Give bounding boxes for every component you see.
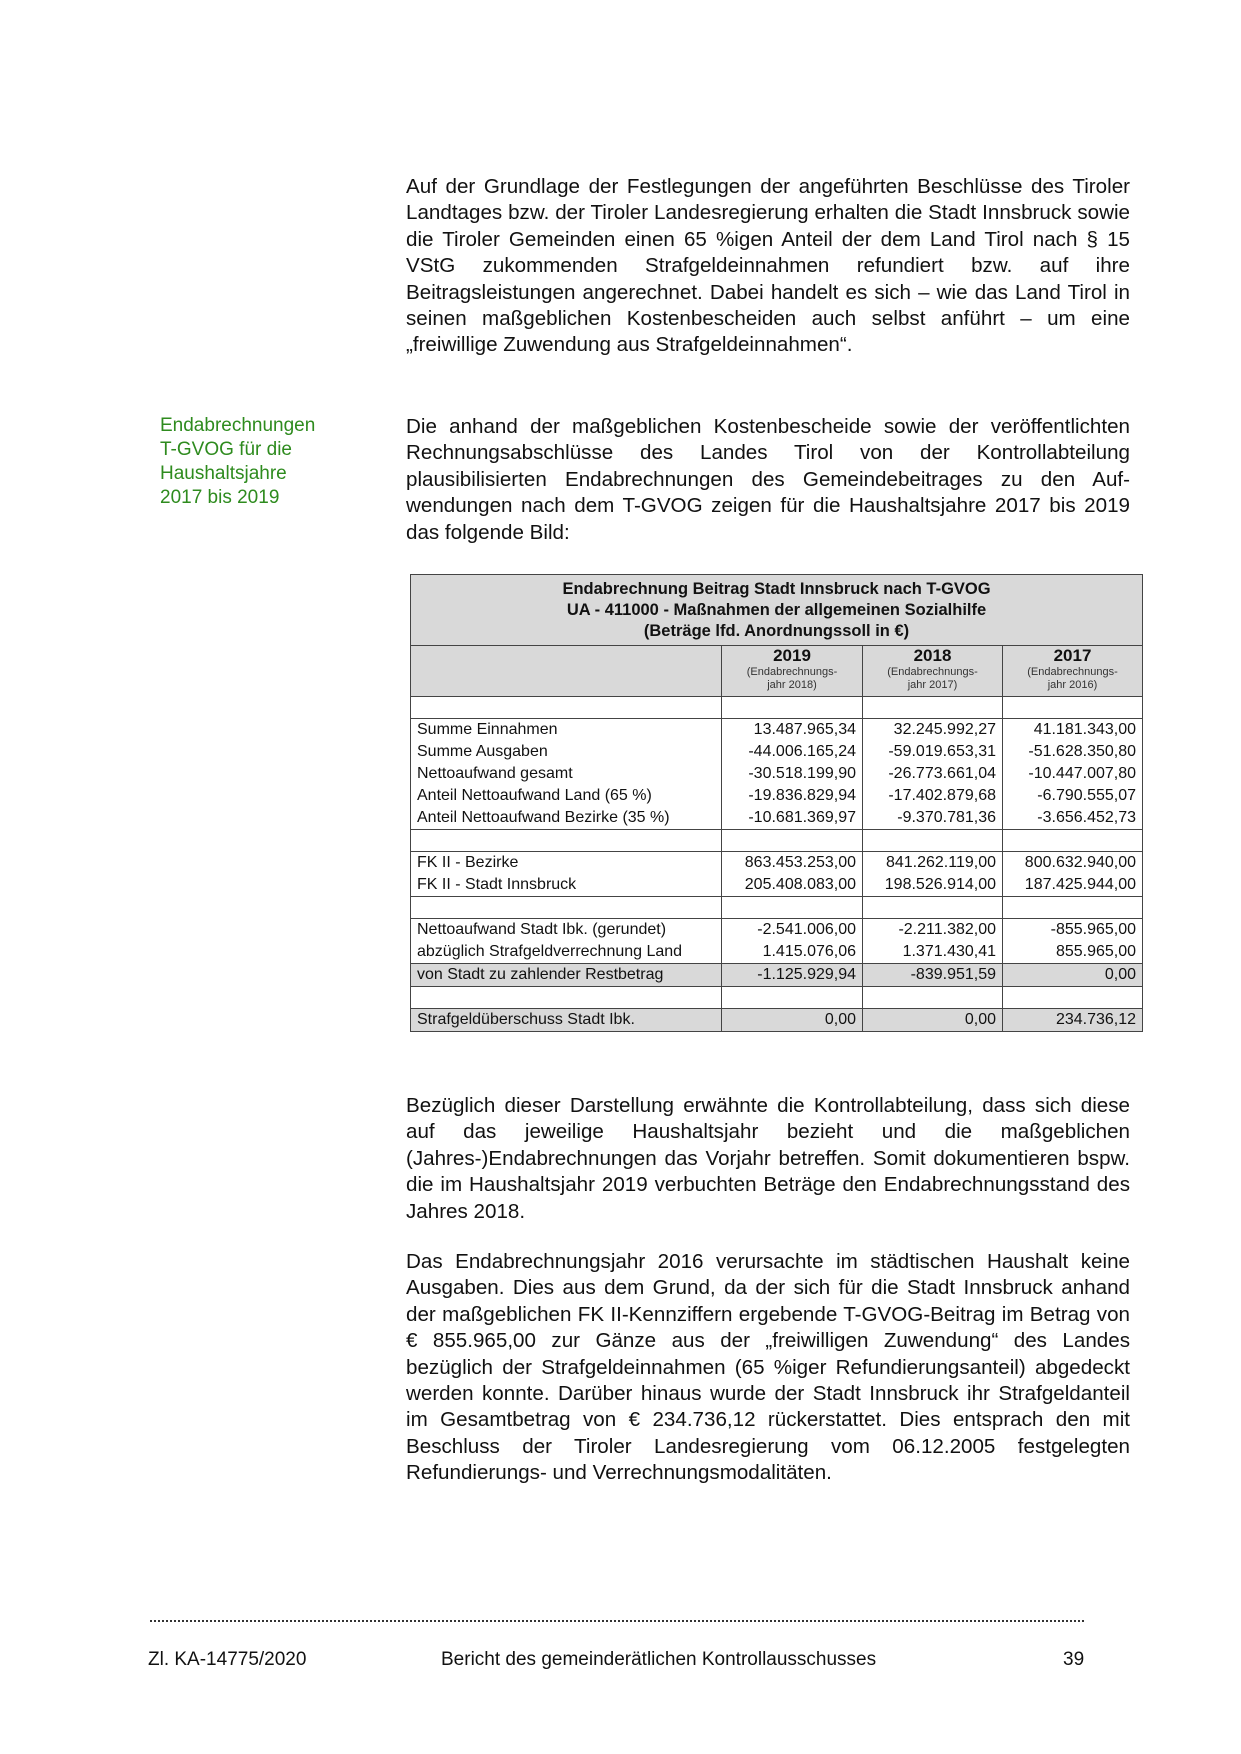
margin-note (160, 414, 360, 510)
cell-value: -1.125.929,94 (722, 964, 863, 987)
table-row (411, 719, 1143, 742)
cell-value: -839.951,59 (863, 964, 1003, 987)
margin-note-line: 2017 bis 2019 (160, 487, 280, 508)
row-label: abzüglich Strafgeldverrechnung Land (411, 941, 722, 964)
table-title-line: UA - 411000 - Maßnahmen der allgemeinen Sozialhilfe (566, 601, 987, 619)
row-label: FK II - Bezirke (411, 852, 722, 875)
cell-value: 198.526.914,00 (863, 874, 1003, 897)
table-row (411, 874, 1143, 897)
cell-value: 32.245.992,27 (863, 719, 1003, 742)
year-label: 2017 (1053, 646, 1092, 665)
cell-value: 841.262.119,00 (863, 852, 1003, 875)
year-sublabel: (Endabrechnungs- jahr 2017) (887, 666, 978, 691)
settlement-table (410, 574, 1143, 1032)
table-header-row (411, 646, 1143, 697)
year-label: 2018 (913, 646, 952, 665)
table-row (411, 852, 1143, 875)
cell-value: 13.487.965,34 (722, 719, 863, 742)
cell-value: 800.632.940,00 (1003, 852, 1143, 875)
cell-value: 41.181.343,00 (1003, 719, 1143, 742)
row-label: Strafgeldüberschuss Stadt Ibk. (411, 1009, 722, 1032)
table-row-surplus (411, 1009, 1143, 1032)
row-label: Anteil Nettoaufwand Bezirke (35 %) (411, 807, 722, 830)
paragraph-2016: Das Endabrechnungsjahr 2016 verursachte im städtischen Haushalt keine Ausgaben. Dies aus dem Grund, da der sich für die Stadt Innsbruck anhand der maßgeblichen FK II-Kennziffern ergebende T-GVOG-Beitrag im Betrag von € 855.965,00 zur Gänze aus der „freiwilligen Zuwendung“ des Landes bezüglich der Strafgeldeinnahmen (65 %iger Refundierungsanteil) abgedeckt werden konnte. Darüber hinaus wurde der Stadt Innsbruck ihr Strafgeldanteil im Gesamtbetrag von € 234.736,12 rückerstattet. Dies entsprach den mit Beschluss der Tiroler Landesregierung vom 06.12.2005 festgelegten Refundierungs- und Verrechnungsmodalitäten. (406, 1250, 1130, 1485)
settlement-table-wrapper (410, 574, 1143, 1032)
cell-value: -19.836.829,94 (722, 785, 863, 807)
cell-value: 863.453.253,00 (722, 852, 863, 875)
cell-value: -44.006.165,24 (722, 741, 863, 763)
year-header (863, 646, 1003, 697)
cell-value: 234.736,12 (1003, 1009, 1143, 1032)
paragraph-explanation: Bezüglich dieser Darstellung erwähnte die Kontrollabteilung, dass sich diese auf das jeweilige Haushaltsjahr bezieht und die maßgeblichen (Jahres-)Endabrechnungen das Vorjahr betreffen. Somit dokumentieren bspw. die im Haushaltsjahr 2019 verbuchten Beträge den Endabrechnungsstand des Jahres 2018. (406, 1094, 1130, 1223)
row-label: von Stadt zu zahlender Restbetrag (411, 964, 722, 987)
spacer-row (411, 897, 1143, 919)
year-sublabel: (Endabrechnungs- jahr 2018) (746, 666, 838, 691)
footer-title: Bericht des gemeinderätlichen Kontrollausschusses (441, 1649, 877, 1670)
row-label: Anteil Nettoaufwand Land (65 %) (411, 785, 722, 807)
year-header (722, 646, 863, 697)
cell-value: -10.447.007,80 (1003, 763, 1143, 785)
row-label: Nettoaufwand Stadt Ibk. (gerundet) (411, 919, 722, 942)
cell-value: -6.790.555,07 (1003, 785, 1143, 807)
table-row-total (411, 964, 1143, 987)
table-row (411, 763, 1143, 785)
table-title (411, 575, 1143, 646)
cell-value: -26.773.661,04 (863, 763, 1003, 785)
paragraph-intro: Auf der Grundlage der Festlegungen der angeführten Beschlüsse des Tiroler Landtages bzw. der Tiroler Landesregierung erhalten die Stadt Innsbruck sowie die Tiroler Gemeinden einen 65 %igen Anteil der dem Land Tirol nach § 15 VStG zukommenden Strafgeldeinnahmen refundiert bzw. auf ihre Beitragsleistungen angerechnet. Dabei handelt es sich – wie das Land Tirol in seinen maßgeblichen Kostenbescheiden auch selbst anführt – um eine „freiwillige Zuwendung aus Strafgeldeinnahmen“. (406, 175, 1130, 357)
cell-value: -30.518.199,90 (722, 763, 863, 785)
cell-value: -2.541.006,00 (722, 919, 863, 942)
paragraph-table-intro: Die anhand der maßgeblichen Kostenbescheide sowie der veröffentlichten Rechnungsabschlüsse des Landes Tirol von der Kontrollabteilung plausibilisierten Endabrechnungen des Gemeindebeitrages zu den Aufwendungen nach dem T-GVOG zeigen für die Haushaltsjahre 2017 bis 2019 das folgende Bild: (406, 415, 1130, 544)
margin-note-line: Haushaltsjahre (160, 463, 287, 484)
table-row (411, 785, 1143, 807)
year-sublabel: (Endabrechnungs- jahr 2016) (1027, 666, 1118, 691)
cell-value: -59.019.653,31 (863, 741, 1003, 763)
cell-value: 1.415.076,06 (722, 941, 863, 964)
spacer-row (411, 987, 1143, 1009)
year-header (1003, 646, 1143, 697)
cell-value: -2.211.382,00 (863, 919, 1003, 942)
table-row (411, 941, 1143, 964)
table-title-line: (Beträge lfd. Anordnungssoll in €) (643, 622, 910, 640)
spacer-row (411, 830, 1143, 852)
table-row (411, 807, 1143, 830)
cell-value: 187.425.944,00 (1003, 874, 1143, 897)
row-label: FK II - Stadt Innsbruck (411, 874, 722, 897)
cell-value: -3.656.452,73 (1003, 807, 1143, 830)
cell-value: 0,00 (722, 1009, 863, 1032)
row-label: Summe Ausgaben (411, 741, 722, 763)
row-label: Nettoaufwand gesamt (411, 763, 722, 785)
cell-value: 0,00 (863, 1009, 1003, 1032)
table-title-row (411, 575, 1143, 646)
page-number: 39 (1063, 1649, 1085, 1670)
margin-note-line: T-GVOG für die (160, 439, 292, 460)
cell-value: -10.681.369,97 (722, 807, 863, 830)
table-row (411, 741, 1143, 763)
row-label: Summe Einnahmen (411, 719, 722, 742)
cell-value: 1.371.430,41 (863, 941, 1003, 964)
cell-value: 205.408.083,00 (722, 874, 863, 897)
table-header-empty (411, 646, 722, 697)
cell-value: 855.965,00 (1003, 941, 1143, 964)
cell-value: -855.965,00 (1003, 919, 1143, 942)
margin-note-line: Endabrechnungen (160, 415, 316, 436)
cell-value: -17.402.879,68 (863, 785, 1003, 807)
cell-value: -51.628.350,80 (1003, 741, 1143, 763)
year-label: 2019 (773, 646, 811, 665)
spacer-row (411, 697, 1143, 719)
table-row (411, 919, 1143, 942)
cell-value: -9.370.781,36 (863, 807, 1003, 830)
table-title-line: Endabrechnung Beitrag Stadt Innsbruck nach T-GVOG (562, 580, 991, 598)
footer-reference: Zl. KA-14775/2020 (148, 1649, 307, 1670)
cell-value: 0,00 (1003, 964, 1143, 987)
footer-divider (150, 1620, 1084, 1622)
